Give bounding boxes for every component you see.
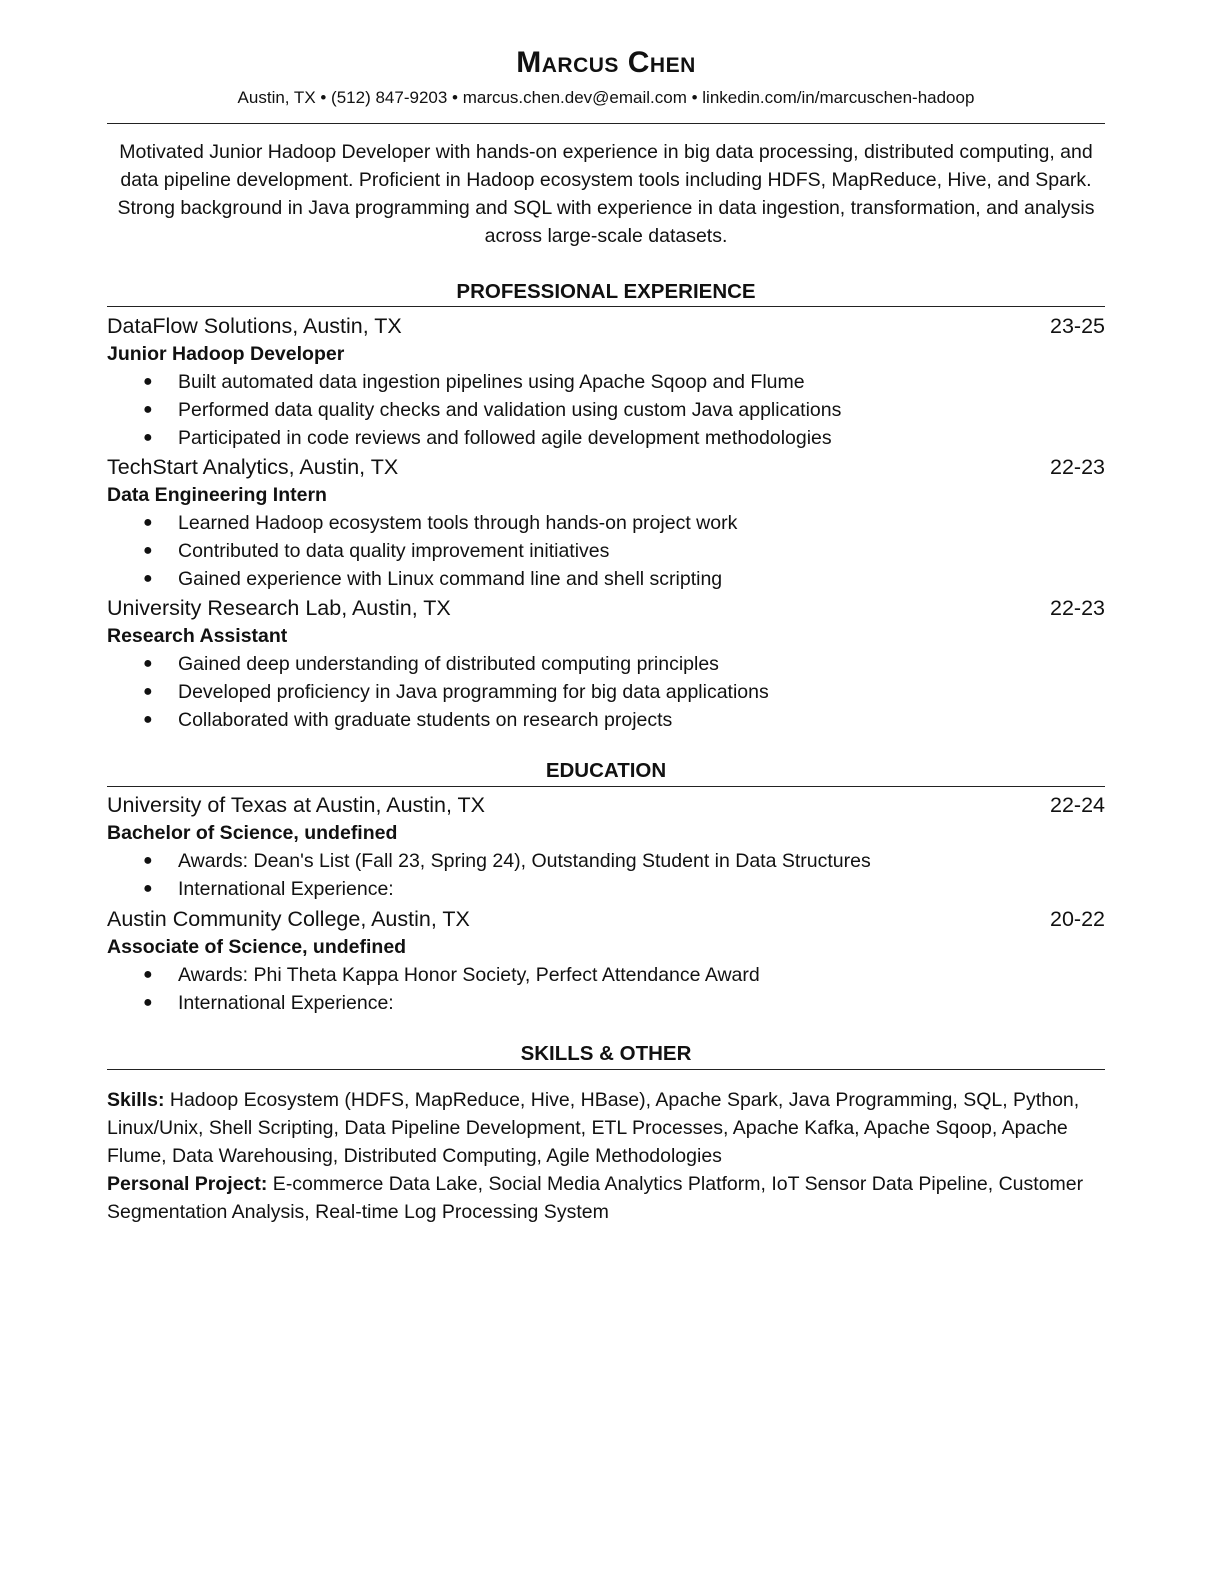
education-entry-header — [107, 790, 1105, 820]
employer: University Research Lab, Austin, TX — [107, 596, 451, 620]
bullet-icon: ● — [143, 683, 153, 700]
list-item: ● Awards: Dean's List (Fall 23, Spring 24), Outstanding Student in Data Structures — [107, 847, 1105, 875]
list-item: ● Gained experience with Linux command line and shell scripting — [107, 565, 1105, 593]
education-divider — [107, 786, 1105, 787]
bullet-list — [107, 650, 1105, 734]
bullet-icon: ● — [143, 711, 153, 728]
education-entry-header — [107, 904, 1105, 934]
job-title: Data Engineering Intern — [107, 484, 327, 506]
list-item: ● Developed proficiency in Java programming for big data applications — [107, 678, 1105, 706]
skills-block — [107, 1086, 1105, 1226]
bullet-icon: ● — [143, 373, 153, 390]
bullet-icon: ● — [143, 852, 153, 869]
bullet-icon: ● — [143, 655, 153, 672]
experience-entry-header — [107, 311, 1105, 341]
bullet-list — [107, 368, 1105, 452]
header-divider — [107, 123, 1105, 124]
section-title-experience: PROFESSIONAL EXPERIENCE — [456, 280, 756, 303]
summary-paragraph: Motivated Junior Hadoop Developer with hands-on experience in big data processing, distributed computing, and data pipeline development. Proficient in Hadoop ecosystem tools including HDFS, MapReduce, Hive, and Spark. Strong background in Java programming and SQL with experience in data ingestion, transformation, and analysis across large-scale datasets. — [117, 141, 1095, 247]
list-item: ● Awards: Phi Theta Kappa Honor Society, Perfect Attendance Award — [107, 961, 1105, 989]
date-range: 20-22 — [1050, 907, 1105, 931]
bullet-icon: ● — [143, 401, 153, 418]
list-item: ● Learned Hadoop ecosystem tools through hands-on project work — [107, 509, 1105, 537]
skills-line — [107, 1086, 1105, 1170]
bullet-icon: ● — [143, 429, 153, 446]
skills-text: Hadoop Ecosystem (HDFS, MapReduce, Hive, HBase), Apache Spark, Java Programming, SQL, Python, Linux/Unix, Shell Scripting, Data Pipeline Development, ETL Processes, Apache Kafka, Apache Sqoop, Apache Flume, Data Warehousing, Distributed Computing, Agile Methodologies — [107, 1089, 1080, 1167]
skills-label: Skills: — [107, 1089, 165, 1111]
date-range: 23-25 — [1050, 314, 1105, 338]
section-title-education: EDUCATION — [545, 759, 667, 782]
candidate-name: Marcus Chen — [516, 46, 696, 79]
date-range: 22-23 — [1050, 455, 1105, 479]
project-label: Personal Project: — [107, 1173, 268, 1195]
section-title-skills: SKILLS & OTHER — [520, 1042, 692, 1065]
bullet-icon: ● — [143, 570, 153, 587]
list-item: ● Participated in code reviews and followed agile development methodologies — [107, 424, 1105, 452]
date-range: 22-23 — [1050, 596, 1105, 620]
bullet-icon: ● — [143, 966, 153, 983]
list-item: ● Contributed to data quality improvement initiatives — [107, 537, 1105, 565]
project-line — [107, 1170, 1105, 1226]
degree: Associate of Science, undefined — [107, 936, 407, 958]
bullet-list — [107, 961, 1105, 1017]
list-item: ● Gained deep understanding of distributed computing principles — [107, 650, 1105, 678]
employer: TechStart Analytics, Austin, TX — [107, 455, 399, 479]
degree: Bachelor of Science, undefined — [107, 822, 398, 844]
bullet-icon: ● — [143, 994, 153, 1011]
experience-entry-header — [107, 452, 1105, 482]
bullet-list — [107, 847, 1105, 903]
skills-divider — [107, 1069, 1105, 1070]
list-item: ● Collaborated with graduate students on research projects — [107, 706, 1105, 734]
project-text: E-commerce Data Lake, Social Media Analytics Platform, IoT Sensor Data Pipeline, Customer Segmentation Analysis, Real-time Log Processing System — [107, 1173, 1084, 1223]
bullet-list — [107, 509, 1105, 593]
list-item: ● Performed data quality checks and validation using custom Java applications — [107, 396, 1105, 424]
contact-line: Austin, TX • (512) 847-9203 • marcus.chen.dev@email.com • linkedin.com/in/marcuschen-hadoop — [237, 88, 975, 107]
experience-divider — [107, 306, 1105, 307]
date-range: 22-24 — [1050, 793, 1105, 817]
employer: DataFlow Solutions, Austin, TX — [107, 314, 402, 338]
list-item: ● International Experience: — [107, 875, 1105, 903]
bullet-icon: ● — [143, 880, 153, 897]
institution: Austin Community College, Austin, TX — [107, 907, 470, 931]
list-item: ● International Experience: — [107, 989, 1105, 1017]
institution: University of Texas at Austin, Austin, TX — [107, 793, 486, 817]
bullet-icon: ● — [143, 542, 153, 559]
experience-entry-header — [107, 593, 1105, 623]
list-item: ● Built automated data ingestion pipelines using Apache Sqoop and Flume — [107, 368, 1105, 396]
job-title: Junior Hadoop Developer — [107, 343, 345, 365]
job-title: Research Assistant — [107, 625, 288, 647]
bullet-icon: ● — [143, 514, 153, 531]
